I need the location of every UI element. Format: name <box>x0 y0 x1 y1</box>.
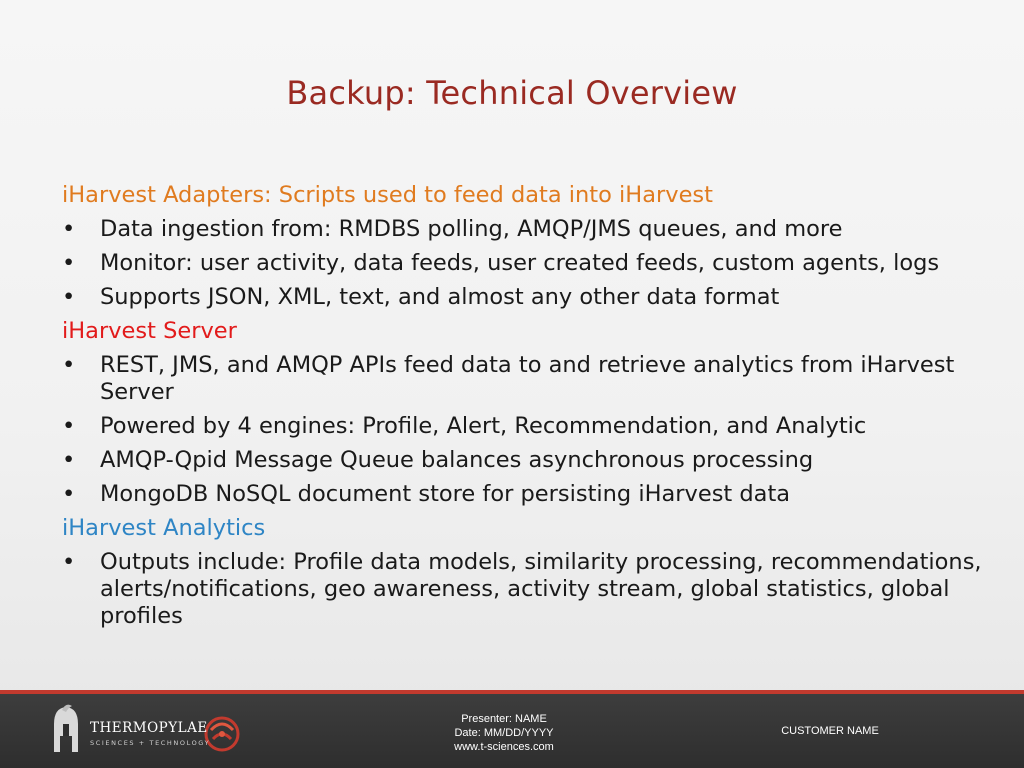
section-heading-server: iHarvest Server <box>62 318 237 344</box>
bullet-icon: • <box>62 352 76 378</box>
bullet-icon: • <box>62 250 76 276</box>
bullet-icon: • <box>62 284 76 310</box>
list-item-text: REST, JMS, and AMQP APIs feed data to and retrieve analytics from iHarvest Server <box>100 352 955 405</box>
logo-tagline: SCIENCES + TECHNOLOGY <box>90 739 211 747</box>
list-item <box>62 250 982 277</box>
slide-content <box>62 182 982 637</box>
bullet-icon: • <box>62 481 76 507</box>
server-bullet-list <box>62 352 982 508</box>
company-logo <box>48 702 248 760</box>
list-item <box>62 481 982 508</box>
presenter-name: Presenter: NAME <box>461 713 547 725</box>
bullet-icon: • <box>62 413 76 439</box>
logo-name: THERMOPYLAE <box>90 720 208 736</box>
adapters-bullet-list <box>62 216 982 311</box>
list-item-text: MongoDB NoSQL document store for persisting iHarvest data <box>100 481 791 507</box>
presentation-date: Date: MM/DD/YYYY <box>454 727 554 739</box>
list-item-text: Powered by 4 engines: Profile, Alert, Recommendation, and Analytic <box>100 413 867 439</box>
list-item <box>62 413 982 440</box>
slide-title: Backup: Technical Overview <box>286 74 738 112</box>
customer-name: CUSTOMER NAME <box>781 725 879 737</box>
section-heading-adapters: iHarvest Adapters: Scripts used to feed data into iHarvest <box>62 182 713 208</box>
list-item <box>62 549 982 630</box>
list-item-text: AMQP-Qpid Message Queue balances asynchronous processing <box>100 447 814 473</box>
website-link[interactable]: www.t-sciences.com <box>454 741 554 753</box>
bullet-icon: • <box>62 447 76 473</box>
list-item-text: Monitor: user activity, data feeds, user created feeds, custom agents, logs <box>100 250 940 276</box>
bullet-icon: • <box>62 216 76 242</box>
list-item-text: Outputs include: Profile data models, similarity processing, recommendations, alerts/notifications, geo awareness, activity stream, global statistics, global profiles <box>100 549 982 629</box>
slide-footer <box>0 694 1024 768</box>
list-item-text: Data ingestion from: RMDBS polling, AMQP/JMS queues, and more <box>100 216 843 242</box>
list-item <box>62 447 982 474</box>
list-item <box>62 216 982 243</box>
bullet-icon: • <box>62 549 76 575</box>
section-heading-analytics: iHarvest Analytics <box>62 515 266 541</box>
list-item-text: Supports JSON, XML, text, and almost any other data format <box>100 284 780 310</box>
list-item <box>62 284 982 311</box>
analytics-bullet-list <box>62 549 982 630</box>
list-item <box>62 352 982 406</box>
presenter-info <box>404 712 604 754</box>
